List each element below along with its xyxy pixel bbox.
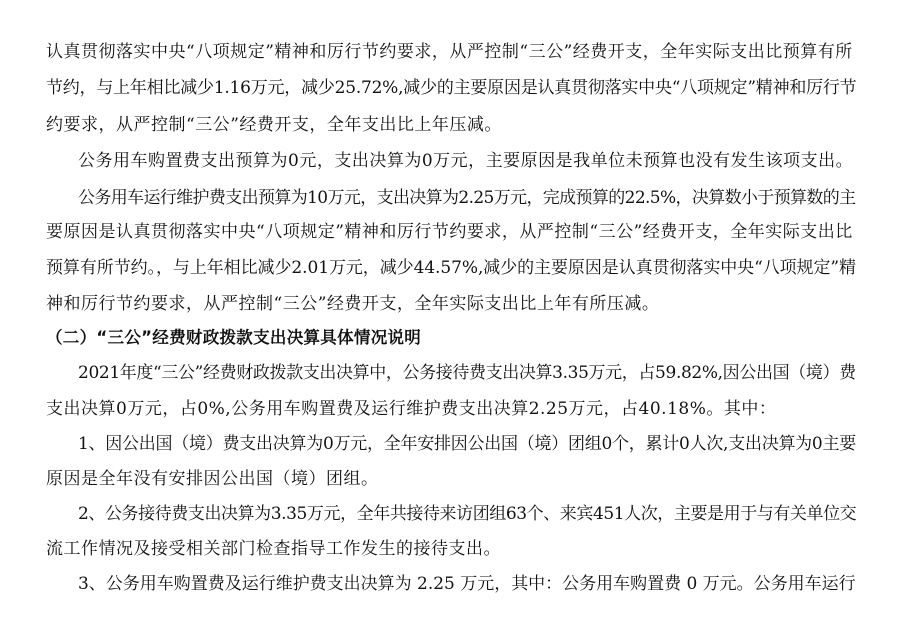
paragraph-line: 预算有所节约。，与上年相比减少2.01万元，减少44.57%,减少的主要原因是认真贯彻落实中央“八项规定”精 [46,258,856,278]
section-heading: （二）“三公”经费财政拨款支出决算具体情况说明 [46,328,422,347]
paragraph-line: 2、公务接待费支出决算为3.35万元，全年共接待来访团组63个、来宾451人次，主要是用于与有关单位交 [78,504,857,524]
paragraph-line: 要原因是认真贯彻落实中央“八项规定”精神和厉行节约要求，从严控制“三公”经费开支，全年实际支出比 [46,222,853,242]
paragraph-line: 神和厉行节约要求，从严控制“三公”经费开支，全年实际支出比上年有所压减。 [46,294,660,314]
paragraph-line: 支出决算0万元，占0%,公务用车购置费及运行维护费支出决算2.25万元，占40.18%。其中： [46,399,777,419]
paragraph-line: 公务用车购置费支出预算为0元，支出决算为0万元，主要原因是我单位未预算也没有发生该项支出。 [78,151,854,171]
paragraph-line: 原因是全年没有安排因公出国（境）团组。 [46,469,379,489]
paragraph-line: 1、因公出国（境）费支出决算为0万元，全年安排因公出国（境）团组0个，累计0人次,支出决算为0主要 [78,434,856,454]
paragraph-line: 约要求，从严控制“三公”经费开支，全年支出比上年压减。 [46,115,502,135]
paragraph-line: 2021年度“三公”经费财政拨款支出决算中，公务接待费支出决算3.35万元，占59.82%,因公出国（境）费 [78,363,856,383]
paragraph-line: 认真贯彻落实中央“八项规定”精神和厉行节约要求，从严控制“三公”经费开支，全年实际支出比预算有所 [46,42,853,62]
paragraph-line: 流工作情况及接受相关部门检查指导工作发生的接待支出。 [46,539,501,559]
paragraph-line: 3、公务用车购置费及运行维护费支出决算为 2.25 万元，其中：公务用车购置费 0 万元。公务用车运行 [78,574,856,594]
paragraph-line: 公务用车运行维护费支出预算为10万元，支出决算为2.25万元，完成预算的22.5%，决算数小于预算数的主 [78,188,856,208]
paragraph-line: 节约，与上年相比减少1.16万元，减少25.72%,减少的主要原因是认真贯彻落实中央“八项规定”精神和厉行节 [46,78,857,98]
